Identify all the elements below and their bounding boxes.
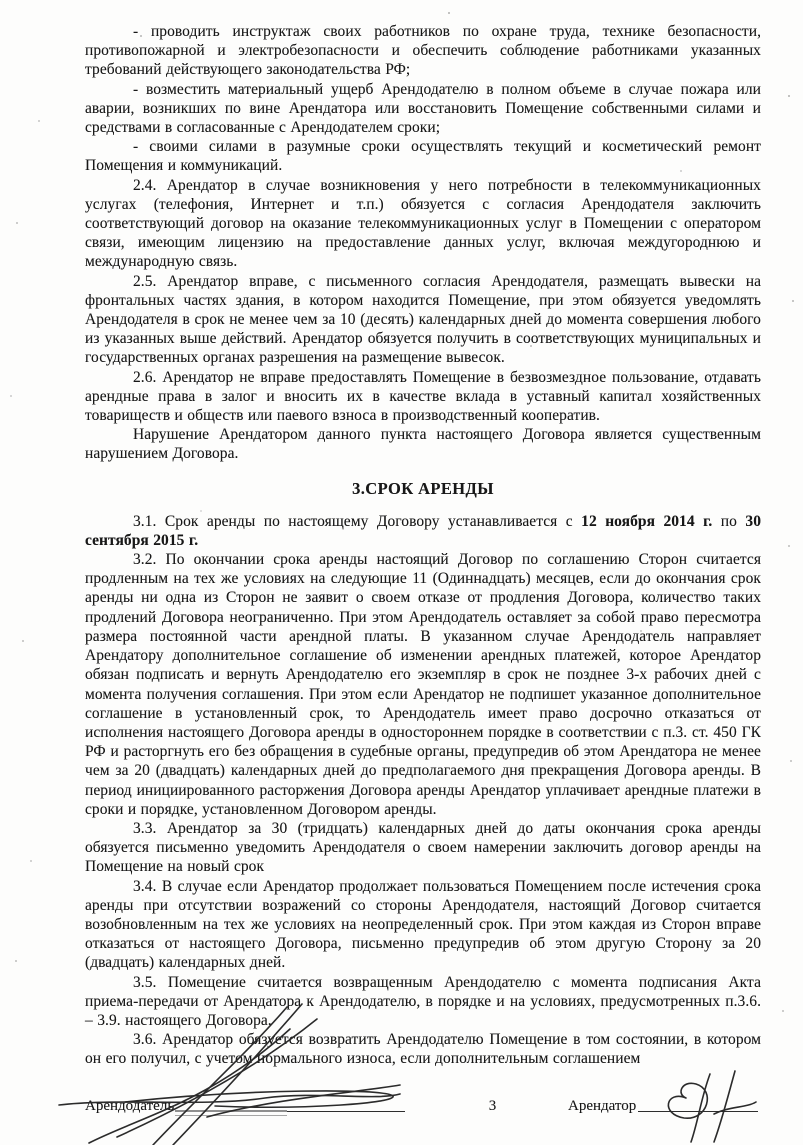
lease-start-date: 12 ноября 2014 г.: [581, 512, 713, 530]
clause-2-5: 2.5. Арендатор вправе, с письменного согласия Арендодателя, размещать вывески на фронтальных частях здания, в котором находится Помещение, при этом обязуется уведомлять Арендодателя в срок не менее чем за 10 (десять) календарных дней до момента совершения любого из указанных выше действий. Арендатор обязуется получить в соответствующих муниципальных и государственных органах разрешения на размещение вывесок.: [85, 272, 761, 367]
clause-3-6: 3.6. Арендатор обязуется возвратить Арендодателю Помещение в том состоянии, в котором он его получил, с учетом нормального износа, если дополнительным соглашением: [85, 1031, 761, 1068]
clause-3-1-text: 3.1. Срок аренды по настоящему Договору устанавливается с: [133, 512, 582, 530]
bullet-item-safety-training: - проводить инструктаж своих работников по охране труда, технике безопасности, противопожарной и электробезопасности и обеспечить соблюдение работниками указанных требований действующего законодательства РФ;: [85, 23, 761, 79]
landlord-signature-underline: [175, 1110, 287, 1116]
clause-2-6: 2.6. Арендатор не вправе предоставлять Помещение в безвозмездное пользование, отдавать арендные права в залог и вносить их в качестве вклада в уставный капитал хозяйственных товариществ и обществ или паевого взноса в производственный кооператив.: [85, 368, 761, 425]
tenant-signature-label: Арендатор: [568, 1098, 637, 1114]
clause-3-3: 3.3. Арендатор за 30 (тридцать) календарных дней до даты окончания срока аренды обязуется письменно уведомить Арендодателя о своем намерении заключить договор аренды на Помещение на новый срок: [85, 819, 761, 876]
clause-3-1: [85, 512, 761, 550]
page-number: 3: [488, 1098, 497, 1114]
clause-3-2: 3.2. По окончании срока аренды настоящий Договор по соглашению Сторон считается продленным на тех же условиях на следующие 11 (Одиннадцать) месяцев, если до окончания срок аренды ни одна из Сторон не заявит о своем отказе от продления Договора, количество таких продлений Договора неограниченно. При этом Арендодатель оставляет за собой право пересмотра размера постоянной части арендной платы. В указанном случае Арендодатель направляет Арендатору дополнительное соглашение об изменении арендных платежей, которое Арендатор обязан подписать и вернуть Арендодателю его экземпляр в срок не позднее 3-х рабочих дней с момента получения соглашения. При этом если Арендатор не подпишет указанное дополнительное соглашение в установленный срок, то Арендодатель имеет право досрочно отказаться от исполнения настоящего Договора аренды в одностороннем порядке в соответствии с п.3. ст. 450 ГК РФ и расторгнуть его без обращения в судебные органы, предупредив об этом Арендатора не менее чем за 20 (двадцать) календарных дней до предполагаемого дня прекращения Договора аренды. В период инициированного расторжения Договора аренды Арендатор уплачивает арендные платежи в сроки и порядке, установленном Договором аренды.: [85, 551, 761, 818]
clause-2-6-violation-note: Нарушение Арендатором данного пункта настоящего Договора является существенным нарушением Договора.: [85, 426, 761, 463]
bullet-item-damage-compensation: - возместить материальный ущерб Арендодателю в полном объеме в случае пожара или аварии, возникших по вине Арендатора или восстановить Помещение собственными силами и средствами в согласованные с Арендодателем сроки;: [85, 80, 761, 137]
section-heading-lease-term: 3.СРОК АРЕНДЫ: [352, 478, 494, 498]
landlord-signature-label: Арендодатель: [85, 1098, 175, 1114]
clause-3-4: 3.4. В случае если Арендатор продолжает пользоваться Помещением после истечения срока аренды при отсутствии возражений со стороны Арендодателя, настоящий Договор считается возобновленным на тех же условиях на неопределенный срок. При этом каждая из Сторон вправе отказаться от настоящего Договора, письменно предупредив об этом другую Сторону за 20 (двадцать) календарных дней.: [85, 877, 761, 972]
clause-3-1-connector: по: [712, 512, 746, 530]
clause-2-4: 2.4. Арендатор в случае возникновения у него потребности в телекоммуникационных услугах (телефония, Интернет и т.п.) обязуется с согласия Арендодателя заключить соответствующий договор на оказание телекоммуникационных услуг в Помещении с оператором связи, имеющим лицензию на предоставление данных услуг, включая междугороднюю и международную связь.: [85, 176, 761, 271]
tenant-signature-block: [568, 1097, 758, 1115]
clause-3-5: 3.5. Помещение считается возвращенным Арендодателю с момента подписания Акта приема-передачи от Арендатора к Арендодателю, в порядке и на условиях, предусмотренных п.3.6. – 3.9. настоящего Договора.: [85, 973, 761, 1029]
lease-end-date: 30 сентября 2015 г.: [85, 512, 761, 549]
bullet-item-repairs: - своими силами в разумные сроки осуществлять текущий и косметический ремонт Помещения и коммуникаций.: [85, 138, 761, 175]
document-body: [85, 22, 761, 1069]
tenant-signature-line: [638, 1097, 758, 1112]
